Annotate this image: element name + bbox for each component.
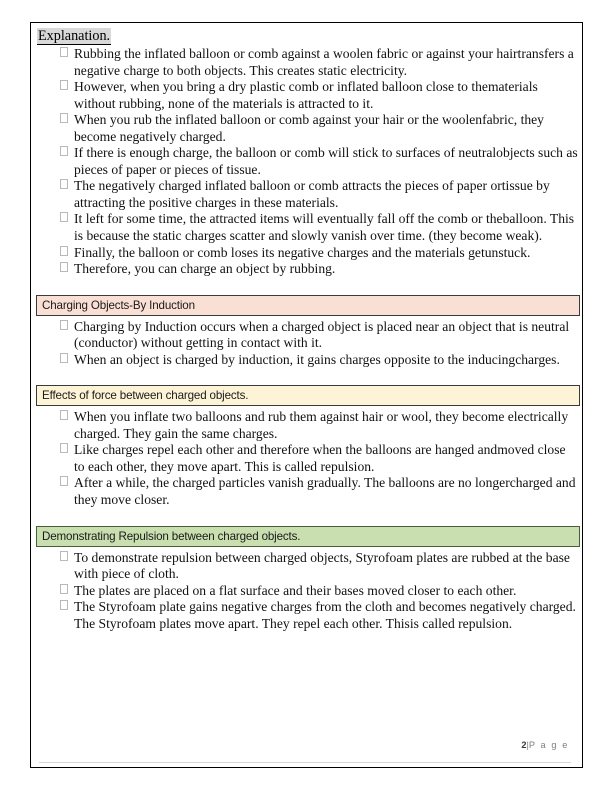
list-item-text: The negatively charged inflated balloon or comb attracts the pieces of paper ortissue by attracting the positive charges in these materials. [74,178,550,210]
list-item-text: Therefore, you can charge an object by rubbing. [74,261,336,277]
page-title [37,28,578,45]
bullet-box-icon [60,320,68,330]
page-number: 2 [521,740,527,750]
list-item [35,352,578,369]
bullet-box-icon [60,551,68,561]
spacer [35,368,578,385]
list-item-text: After a while, the charged particles vanish gradually. The balloons are no longercharged and they move closer. [74,475,576,508]
bullet-box-icon [60,146,68,156]
page-content-area [35,28,578,767]
page-number-label [39,740,571,750]
spacer [35,278,578,295]
explanation-bullet-list [35,46,578,278]
repulsion-bullet-list [35,550,578,633]
list-item [35,409,578,442]
list-item-text: It left for some time, the attracted items will eventually fall off the comb or theballoon. This is because the static charges scatter and slowly vanish over time. (they become weak). [74,211,575,244]
list-item-text: Charging by Induction occurs when a charged object is placed near an object that is neutral (conductor) without getting in contact with it. [74,318,570,351]
bullet-box-icon [60,179,68,189]
bullet-box-icon [60,600,68,610]
list-item [35,211,578,244]
spacer [35,509,578,526]
list-item [35,550,578,583]
section-header-demonstrating-repulsion [36,526,580,547]
list-item-text: To demonstrate repulsion between charged objects, Styrofoam plates are rubbed at the base with piece of cloth. [74,549,570,582]
list-item [35,79,578,112]
bullet-box-icon [60,113,68,123]
list-item-text: However, when you bring a dry plastic comb or inflated balloon close to thematerials without rubbing, none of the materials is attracted to it. [74,79,538,111]
effects-bullet-list [35,409,578,508]
list-item [35,112,578,145]
list-item [35,583,578,600]
section-header-effects-of-force [36,385,580,406]
list-item-text: When you rub the inflated balloon or comb against your hair or the woolenfabric, they become negatively charged. [74,112,544,144]
section-header-text: Effects of force between charged objects. [42,389,249,403]
footer-divider [39,762,571,763]
bullet-box-icon [60,584,68,594]
list-item-text: The plates are placed on a flat surface and their bases moved closer to each other. [74,582,517,598]
list-item [35,599,578,632]
page-footer [39,740,571,763]
bullet-box-icon [60,262,68,272]
list-item [35,46,578,79]
bullet-box-icon [60,410,68,420]
list-item [35,319,578,352]
list-item-text: If there is enough charge, the balloon or comb will stick to surfaces of neutralobjects such as pieces of paper or pieces of tissue. [74,145,578,177]
bullet-box-icon [60,212,68,222]
list-item [35,261,578,278]
list-item-text: Rubbing the inflated balloon or comb against a woolen fabric or against your hairtransfers a negative charge to both objects. This creates static electricity. [74,46,574,78]
bullet-box-icon [60,246,68,256]
list-item-text: Like charges repel each other and therefore when the balloons are hanged andmoved close to each other, they move apart. This is called repulsion. [74,442,566,474]
list-item-text: Finally, the balloon or comb loses its negative charges and the materials getunstuck. [74,244,531,260]
bullet-box-icon [60,476,68,486]
bullet-box-icon [60,80,68,90]
list-item [35,475,578,508]
list-item-text: The Styrofoam plate gains negative charges from the cloth and becomes negatively charged. The Styrofoam plates move apart. They repel each other. Thisis called repulsion. [74,599,576,631]
list-item [35,245,578,262]
page-word: P a g e [528,740,569,750]
induction-bullet-list [35,319,578,369]
list-item [35,442,578,475]
page-title-text: Explanation. [38,28,111,44]
document-page [30,22,583,768]
bullet-box-icon [60,443,68,453]
section-header-text: Demonstrating Repulsion between charged objects. [42,529,301,543]
section-header-induction [36,295,580,316]
page-separator: | [526,740,529,750]
list-item [35,145,578,178]
list-item-text: When an object is charged by induction, it gains charges opposite to the inducingcharges. [74,351,560,367]
section-header-text: Charging Objects-By Induction [42,298,195,312]
list-item [35,178,578,211]
list-item-text: When you inflate two balloons and rub them against hair or wool, they become electrically charged. They gain the same charges. [74,409,569,441]
bullet-box-icon [60,47,68,57]
bullet-box-icon [60,353,68,363]
